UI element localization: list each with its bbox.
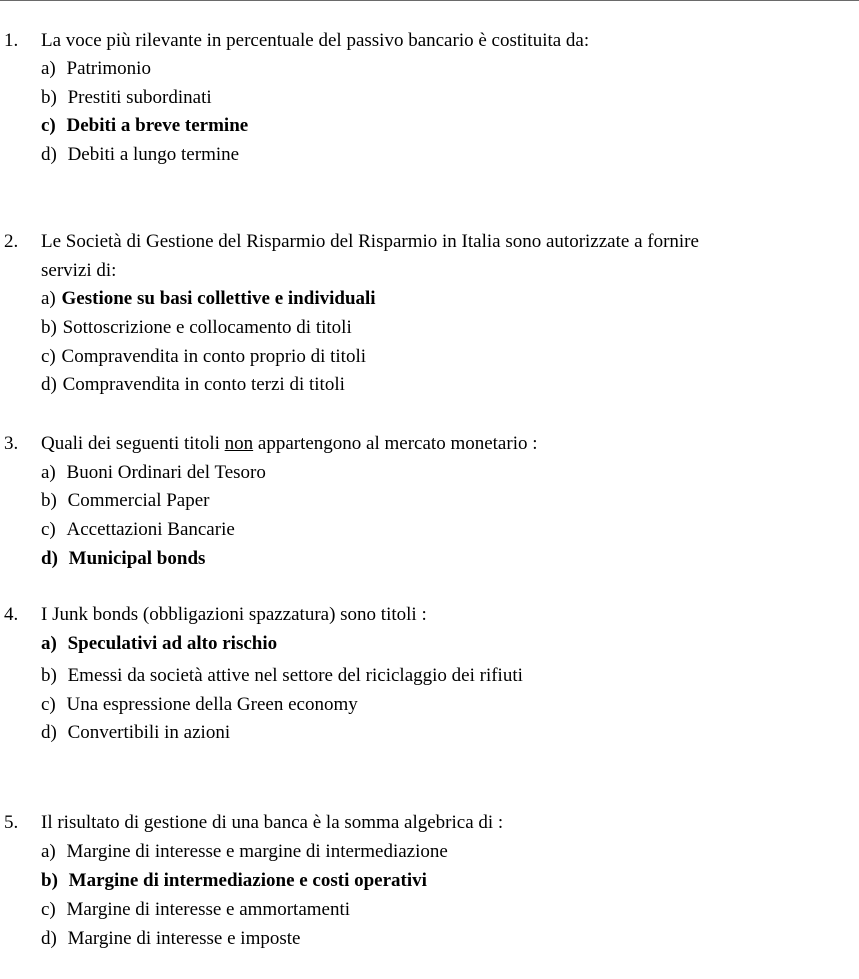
option-d: [41, 375, 345, 394]
option-text: Commercial Paper: [67, 490, 210, 511]
question-text-underlined: non: [224, 433, 254, 454]
option-letter: c): [41, 346, 56, 367]
option-letter: d): [41, 722, 57, 743]
option-text: Margine di interesse e ammortamenti: [66, 899, 351, 920]
option-text: Patrimonio: [66, 58, 151, 79]
option-letter: b): [41, 665, 57, 686]
option-letter: d): [41, 144, 57, 165]
option-text: Emessi da società attive nel settore del riciclaggio dei rifiuti: [67, 665, 523, 686]
option-text: Sottoscrizione e collocamento di titoli: [62, 317, 352, 338]
option-a: [41, 59, 151, 78]
option-d: [41, 723, 230, 742]
option-b: [41, 666, 523, 685]
option-text: Margine di intermediazione e costi operativi: [68, 870, 427, 891]
option-text: Gestione su basi collettive e individuali: [61, 288, 376, 309]
question-number: 5.: [4, 812, 19, 833]
option-text: Accettazioni Bancarie: [66, 519, 235, 540]
option-a-correct: [41, 289, 376, 308]
option-letter: a): [41, 288, 56, 309]
option-b: [41, 491, 210, 510]
option-text: Convertibili in azioni: [67, 722, 231, 743]
question-text: I Junk bonds (obbligazioni spazzatura) sono titoli :: [41, 604, 427, 625]
option-c-correct: [41, 116, 248, 135]
question-number: 4.: [4, 604, 19, 625]
question-text: La voce più rilevante in percentuale del passivo bancario è costituita da:: [41, 30, 590, 51]
option-d: [41, 929, 300, 948]
option-letter: d): [41, 548, 58, 569]
option-letter: a): [41, 633, 57, 654]
option-c: [41, 900, 350, 919]
option-letter: a): [41, 841, 56, 862]
question-text-after: appartengono al mercato monetario :: [253, 433, 538, 454]
option-text: Buoni Ordinari del Tesoro: [66, 462, 266, 483]
question-number: 2.: [4, 231, 19, 252]
option-letter: c): [41, 899, 56, 920]
option-b: [41, 88, 212, 107]
question-text-line-1: Le Società di Gestione del Risparmio del Risparmio in Italia sono autorizzate a fornire: [41, 231, 699, 252]
option-c: [41, 347, 366, 366]
option-text: Compravendita in conto proprio di titoli: [61, 346, 366, 367]
option-letter: b): [41, 490, 57, 511]
option-letter: c): [41, 115, 56, 136]
option-text: Margine di interesse e imposte: [67, 928, 301, 949]
option-letter: d): [41, 374, 57, 395]
option-text: Una espressione della Green economy: [66, 694, 358, 715]
option-text: Debiti a breve termine: [66, 115, 249, 136]
option-letter: b): [41, 87, 57, 108]
option-letter: a): [41, 58, 56, 79]
option-c: [41, 695, 358, 714]
option-c: [41, 520, 235, 539]
option-letter: d): [41, 928, 57, 949]
option-text: Prestiti subordinati: [67, 87, 212, 108]
top-divider: [0, 0, 859, 1]
option-b: [41, 318, 352, 337]
option-d-correct: [41, 549, 205, 568]
option-text: Municipal bonds: [68, 548, 206, 569]
question-text: [41, 434, 538, 453]
option-letter: b): [41, 317, 57, 338]
option-text: Margine di interesse e margine di intermediazione: [66, 841, 448, 862]
question-text-before: Quali dei seguenti titoli: [41, 433, 225, 454]
question-number: 3.: [4, 433, 19, 454]
option-text: Speculativi ad alto rischio: [67, 633, 278, 654]
option-text: Compravendita in conto terzi di titoli: [62, 374, 345, 395]
question-text: Il risultato di gestione di una banca è la somma algebrica di :: [41, 812, 504, 833]
option-a: [41, 463, 266, 482]
option-d: [41, 145, 239, 164]
question-text-line-2: servizi di:: [41, 260, 117, 281]
option-b-correct: [41, 871, 427, 890]
question-number: 1.: [4, 30, 19, 51]
option-letter: a): [41, 462, 56, 483]
option-text: Debiti a lungo termine: [67, 144, 240, 165]
option-letter: b): [41, 870, 58, 891]
option-letter: c): [41, 694, 56, 715]
option-a: [41, 842, 448, 861]
option-letter: c): [41, 519, 56, 540]
option-a-correct: [41, 634, 277, 653]
